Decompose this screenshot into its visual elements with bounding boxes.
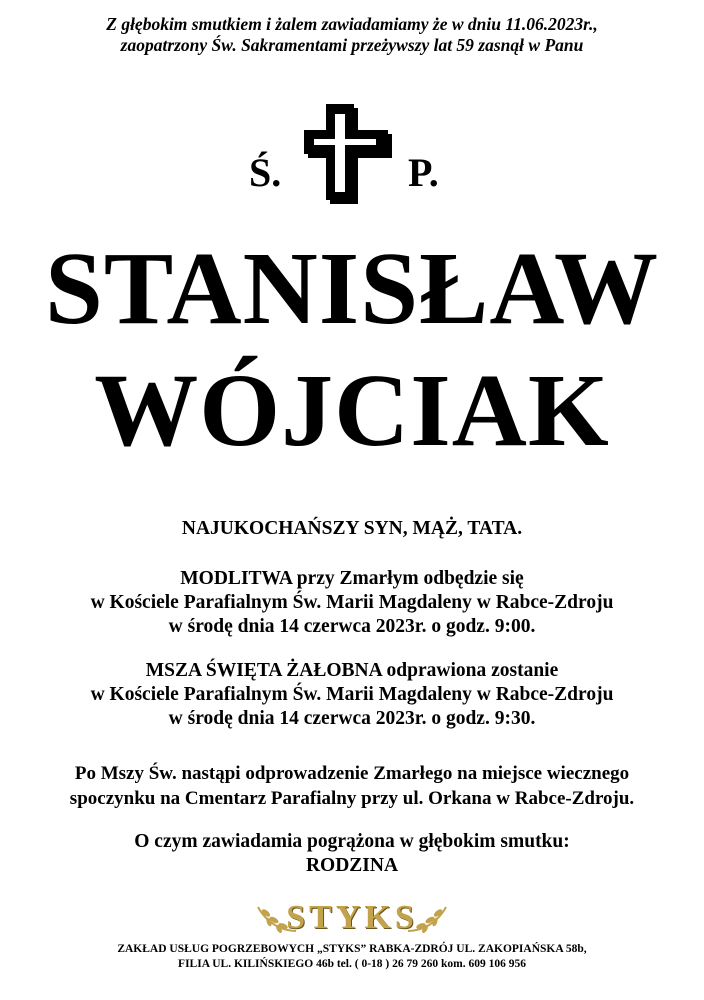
deceased-last-name: WÓJCIAK: [94, 353, 610, 468]
closing-line-1: O czym zawiadamia pogrążona w głębokim smutku:: [134, 831, 570, 852]
mass-line-1-rest: odprawiona zostanie: [381, 660, 559, 681]
styks-logo: [250, 897, 454, 939]
family-signature: RODZINA: [305, 855, 399, 876]
prayer-line-2: w Kościele Parafialnym Św. Marii Magdaleny w Rabce-Zdroju: [90, 592, 614, 613]
procession-section: [0, 761, 704, 811]
cross-icon: [300, 96, 400, 206]
cross-header: [0, 96, 704, 206]
mass-line-3: w środę dnia 14 czerwca 2023r. o godz. 9:30.: [168, 708, 536, 729]
prayer-line-1-rest: przy Zmarłym odbędzie się: [291, 568, 524, 589]
prayer-label: MODLITWA: [180, 568, 292, 589]
procession-line-1: Po Mszy Św. nastąpi odprowadzenie Zmarłego na miejsce wiecznego: [74, 763, 630, 784]
header-left-letter: Ś.: [249, 150, 282, 195]
prayer-line-3: w środę dnia 14 czerwca 2023r. o godz. 9:00.: [168, 616, 536, 637]
footer-line-1: ZAKŁAD USŁUG POGRZEBOWYCH „STYKS” RABKA-ZDRÓJ UL. ZAKOPIAŃSKA 58b,: [117, 943, 587, 955]
relation-text: NAJUKOCHAŃSZY SYN, MĄŻ, TATA.: [181, 518, 523, 539]
closing-section: [0, 830, 704, 878]
logo-text: STYKS: [286, 899, 418, 936]
laurel-right-icon: [406, 901, 450, 937]
mass-line-1: [0, 659, 704, 683]
intro-line-1: Z głębokim smutkiem i żalem zawiadamiamy że w dniu 11.06.2023r.,: [106, 14, 598, 34]
funeral-home-footer: [0, 942, 704, 972]
prayer-line-1: [0, 567, 704, 591]
mass-label: MSZA ŚWIĘTA ŻAŁOBNA: [145, 660, 382, 681]
intro-line-2: zaopatrzony Św. Sakramentami przeżywszy lat 59 zasnął w Panu: [120, 35, 584, 55]
deceased-first-name: STANISŁAW: [45, 231, 659, 346]
mass-line-2: w Kościele Parafialnym Św. Marii Magdaleny w Rabce-Zdroju: [90, 684, 614, 705]
intro-text: [0, 14, 704, 56]
prayer-section: [0, 567, 704, 639]
procession-line-2: spoczynku na Cmentarz Parafialny przy ul. Orkana w Rabce-Zdroju.: [69, 788, 635, 809]
header-right-letter: P.: [408, 150, 439, 195]
mass-section: [0, 659, 704, 731]
footer-line-2: FILIA UL. KILIŃSKIEGO 46b tel. ( 0-18 ) 26 79 260 kom. 609 106 956: [178, 958, 526, 970]
